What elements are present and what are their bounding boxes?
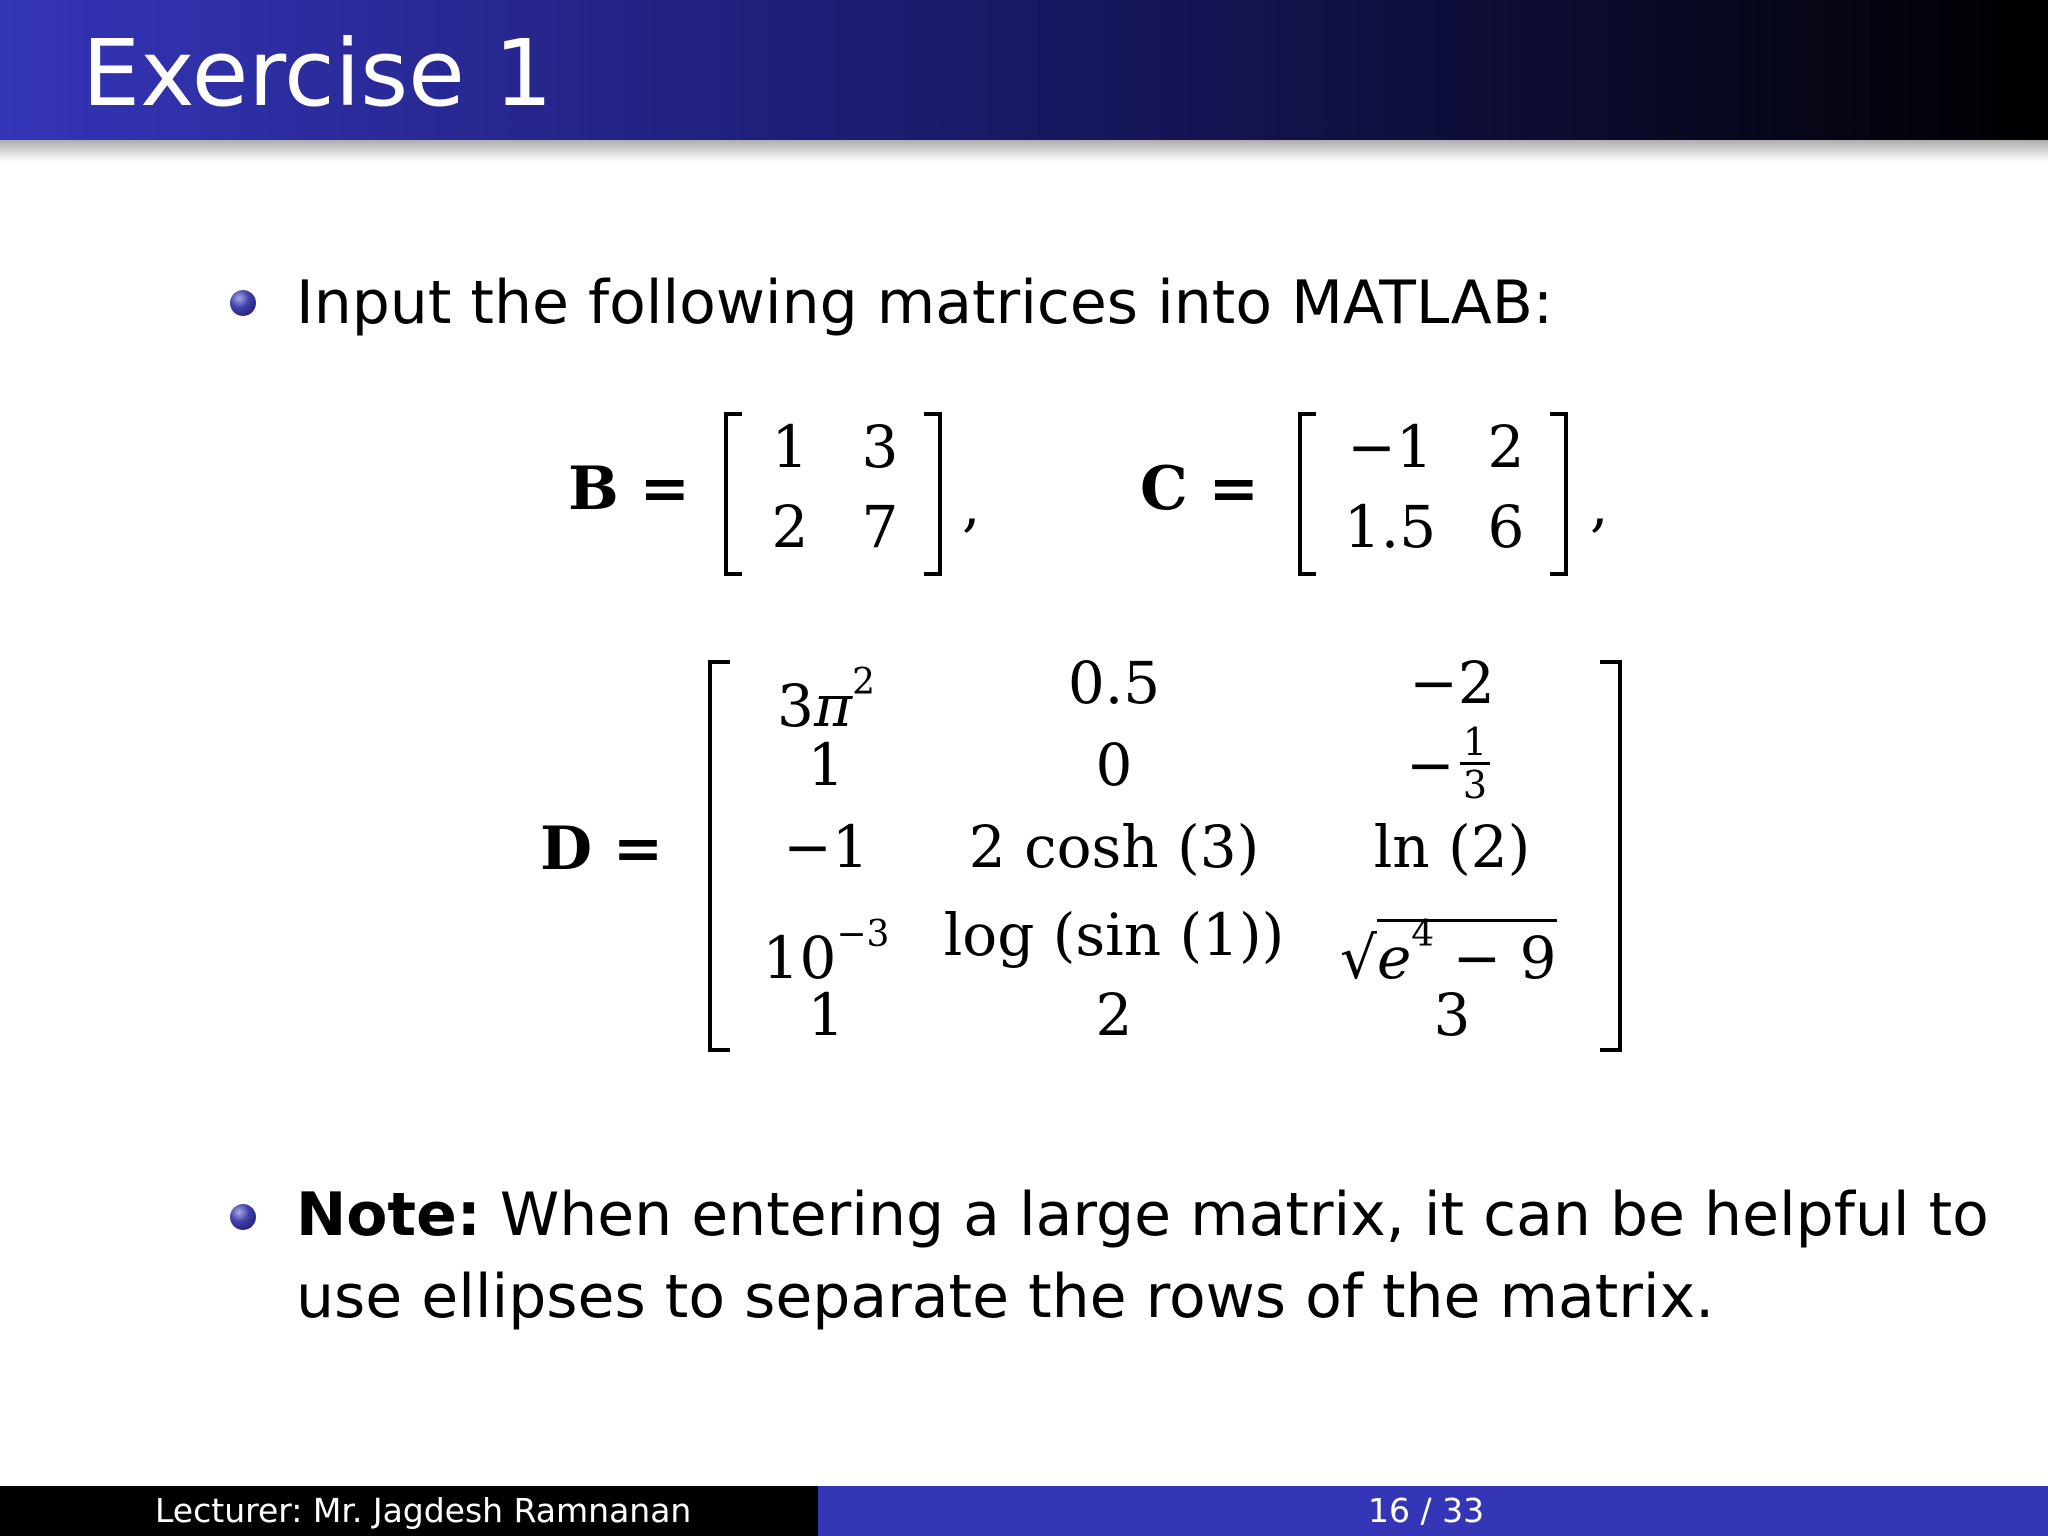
matrix-d-cell: 0.5 [1067, 649, 1161, 717]
matrix-b-cell: 1 [771, 413, 809, 481]
matrix-d-fraction: $\frac{1}{3}$ [1460, 722, 1490, 805]
matrix-d-cell: log (sin (1)) [943, 901, 1285, 969]
matrix-d-cell: 1 [807, 731, 845, 799]
matrix-d-cell: $10^{-3}$ [762, 914, 890, 992]
bullet-text-note [296, 1174, 1989, 1256]
matrix-b-label: B = [568, 454, 690, 524]
slide-title: Exercise 1 [82, 20, 553, 127]
matrix-d-cell: 1 [807, 981, 845, 1049]
matrix-b-cell: 3 [861, 413, 899, 481]
matrix-d-cell: 0 [1095, 731, 1133, 799]
matrix-c-cell: −1 [1347, 413, 1433, 481]
bullet-text-input: Input the following matrices into MATLAB: [296, 268, 1554, 338]
matrix-d-cell: ln (2) [1373, 813, 1531, 881]
matrix-d-cell-neg-third: − [1406, 731, 1455, 799]
matrix-b-right-bracket [924, 412, 942, 576]
matrix-c-right-bracket [1550, 412, 1568, 576]
matrix-d-cell: 3 [1433, 981, 1471, 1049]
matrix-c-cell: 6 [1487, 493, 1525, 561]
note-line-2: use ellipses to separate the rows of the matrix. [296, 1262, 1715, 1332]
title-shadow [0, 140, 2048, 162]
matrix-d-cell: 2 [1095, 981, 1133, 1049]
matrix-b-comma: , [962, 471, 981, 539]
note-label: Note: [296, 1180, 481, 1250]
note-line-1: When entering a large matrix, it can be helpful to [480, 1180, 1989, 1250]
matrix-d-cell: 2 cosh (3) [968, 813, 1260, 881]
matrix-d-cell: −2 [1409, 649, 1495, 717]
matrix-d-cell: $3\pi^2$ [777, 662, 875, 740]
matrix-d-label: D = [540, 814, 664, 884]
matrix-d-cell-sqrt: $√e^4 - 9$ [1340, 914, 1557, 992]
matrix-d-cell: −1 [783, 813, 869, 881]
matrix-c-label: C = [1140, 454, 1259, 524]
bullet-icon [230, 1204, 256, 1230]
matrix-b-cell: 2 [771, 493, 809, 561]
matrix-c-left-bracket [1298, 412, 1316, 576]
matrix-c-cell: 1.5 [1343, 493, 1437, 561]
matrix-c-cell: 2 [1487, 413, 1525, 481]
matrix-c-comma: , [1590, 471, 1609, 539]
footer-lecturer: Lecturer: Mr. Jagdesh Ramnanan [155, 1491, 692, 1530]
matrix-d-left-bracket [708, 660, 730, 1052]
footer-page-number: 16 / 33 [1368, 1491, 1485, 1530]
matrix-d-right-bracket [1600, 660, 1622, 1052]
matrix-b-left-bracket [724, 412, 742, 576]
matrix-b-cell: 7 [861, 493, 899, 561]
bullet-icon [230, 290, 256, 316]
